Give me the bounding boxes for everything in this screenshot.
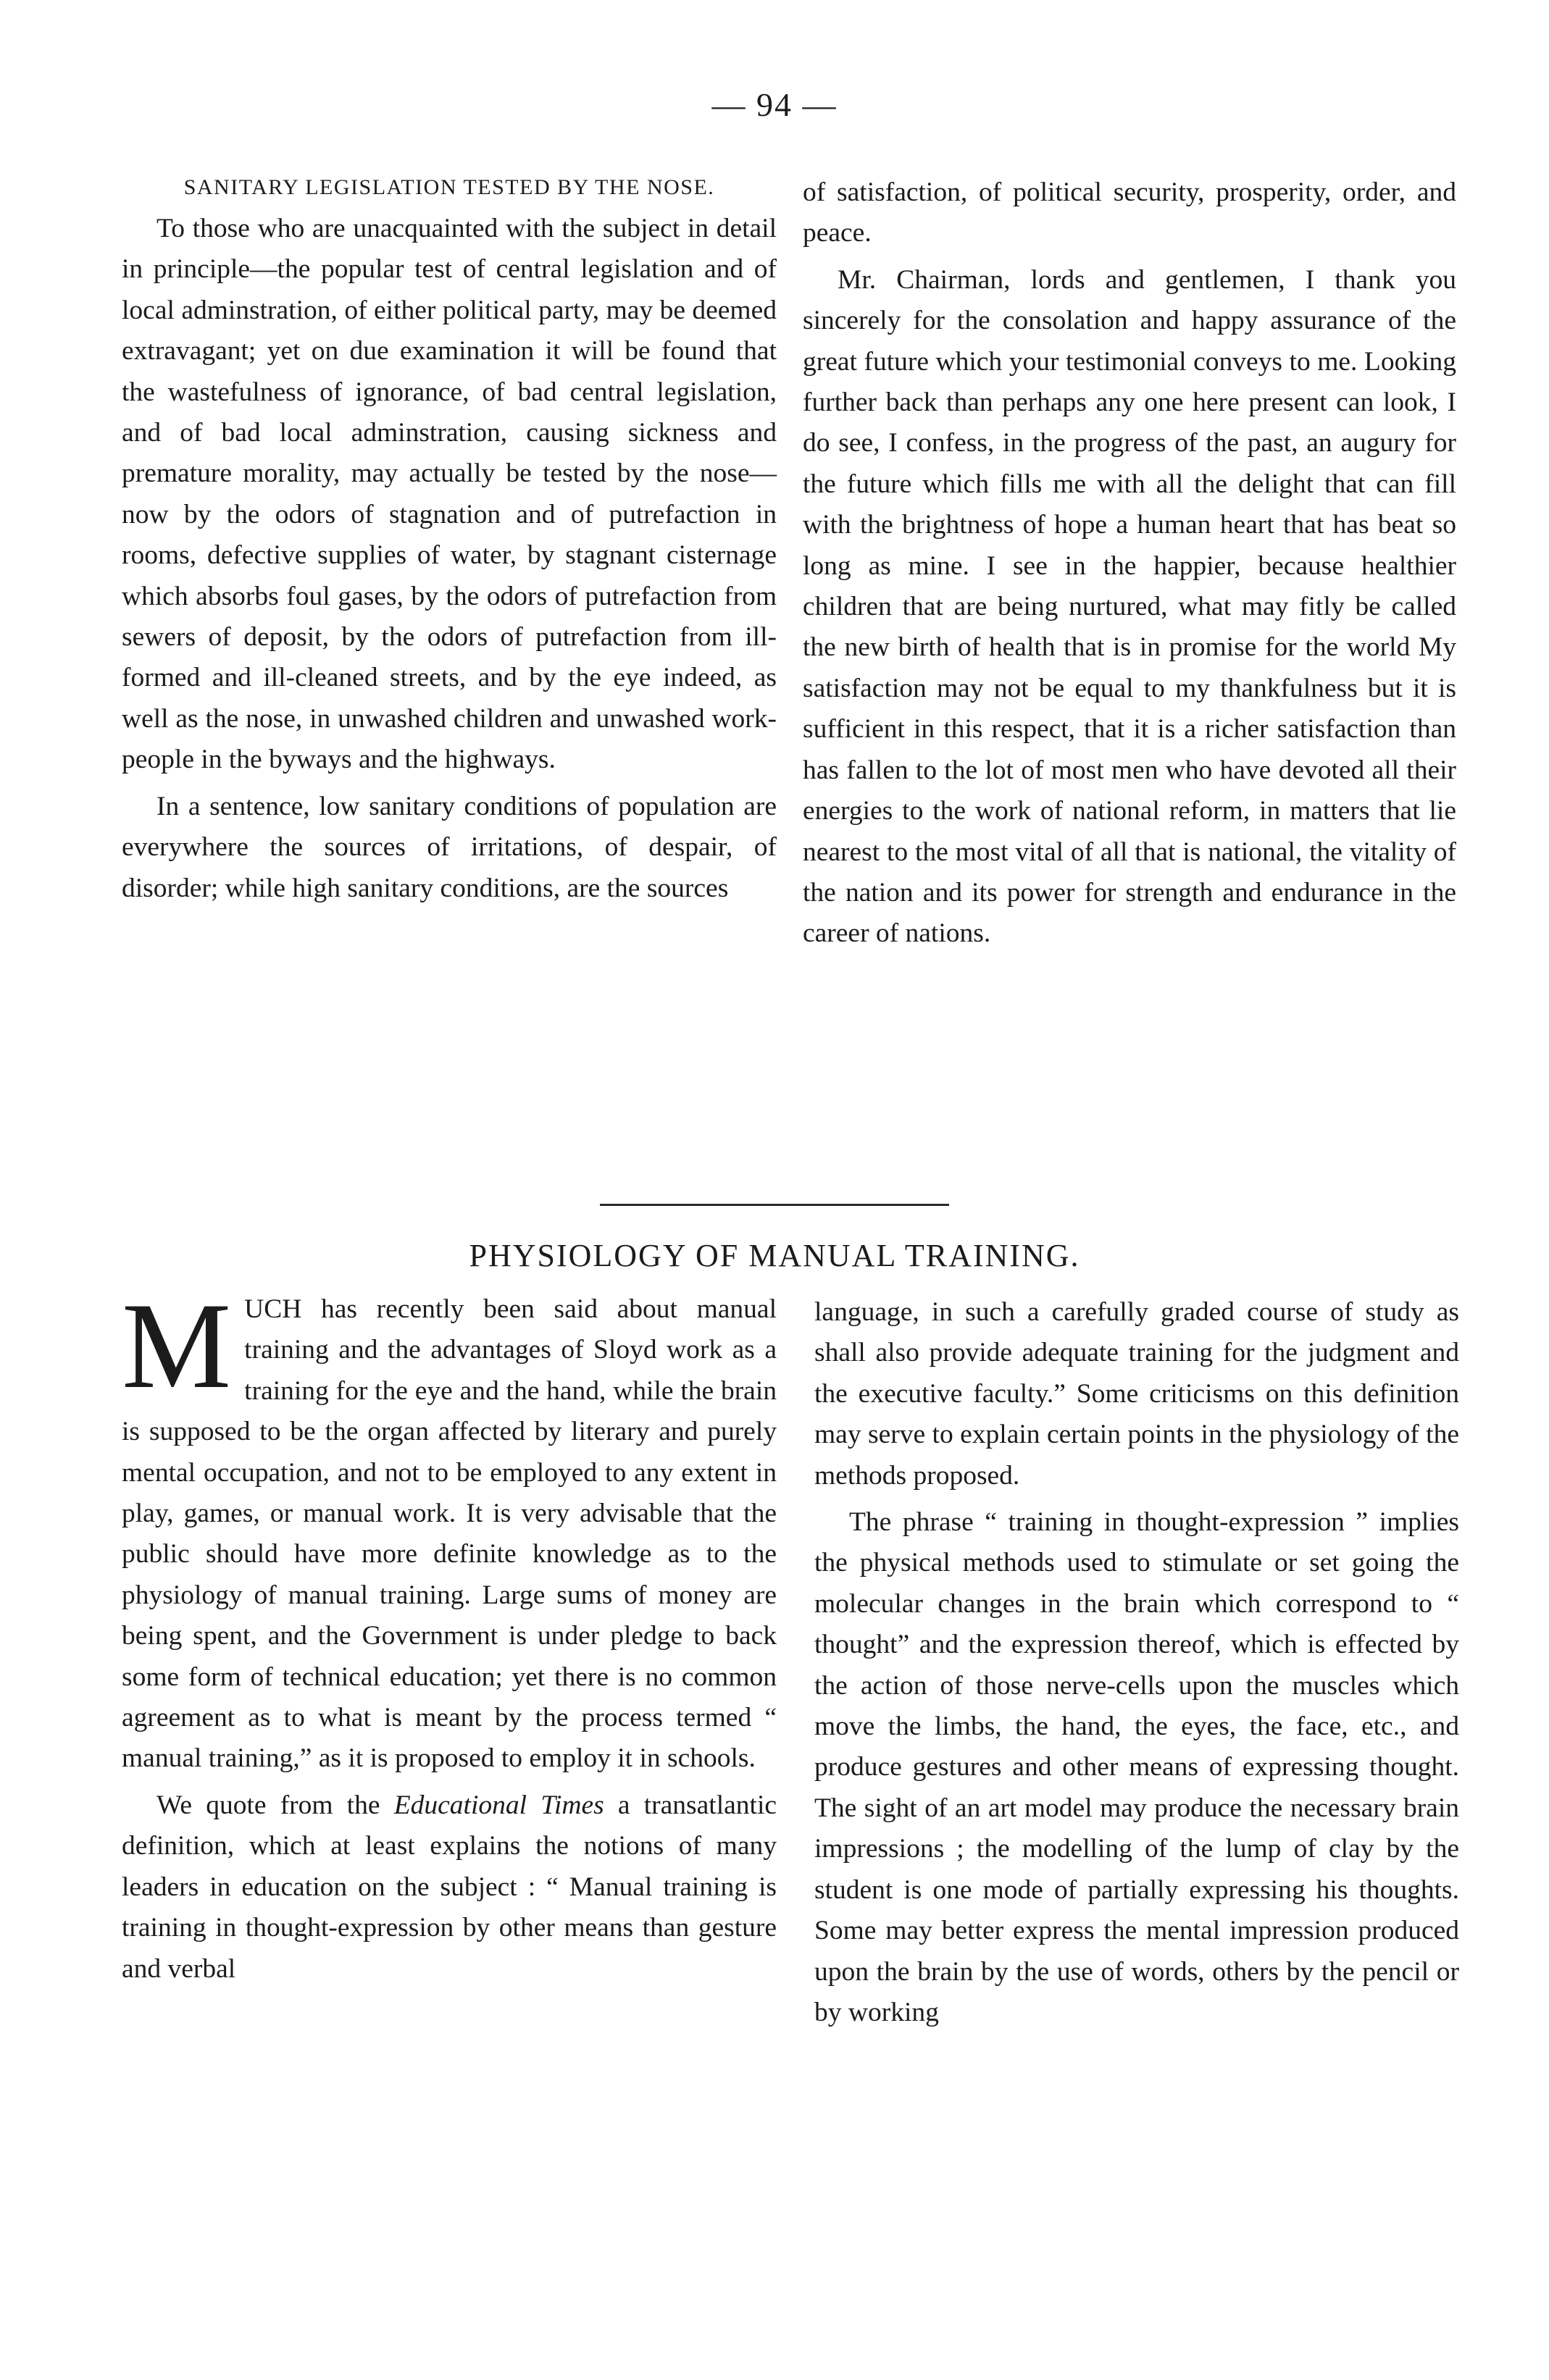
body-paragraph: language, in such a carefully graded course of study as shall also provide adequate training for the judgment and the executive faculty.” Some criticisms on this definition may serve to explain certain points in the physiology of the methods proposed. <box>814 1297 1459 1491</box>
sanitary-legislation-column <box>122 172 777 909</box>
paragraph-text: a transatlantic definition, which at least explains the notions of many leaders in education on the subject : “ Manual training is training in thought-expression by other means than gesture and verbal <box>122 1790 777 1984</box>
article-title: PHYSIOLOGY OF MANUAL TRAINING. <box>469 1238 1080 1273</box>
paragraph-text: UCH has recently been said about manual training and the advantages of Sloyd work as a training for the eye and the hand, while the brain is supposed to be the organ affected by literary and purely mental occupation, and not to be employed to any extent in play, games, or manual work. It is very advisable that the public should have more definite knowledge as to the physiology of manual training. Large sums of money are being spent, and the Government is under pledge to back some form of technical education; yet there is no common agreement as to what is meant by the process termed “ manual training,” as it is proposed to employ it in schools. <box>122 1294 777 1774</box>
body-paragraph: In a sentence, low sanitary conditions of population are everywhere the sources of irritations, of despair, of disorder; while high sanitary conditions, are the sources <box>122 791 777 903</box>
paragraph-text: We quote from the <box>156 1790 394 1820</box>
article-left-column <box>122 1278 777 1990</box>
sanitary-legislation-heading: SANITARY LEGISLATION TESTED BY THE NOSE. <box>183 175 715 199</box>
page-number: — 94 — <box>711 86 838 123</box>
publication-title: Educational Times <box>393 1790 604 1820</box>
speech-continuation-column <box>803 172 1456 955</box>
article-right-column <box>814 1292 1459 2033</box>
drop-cap: M <box>122 1278 232 1414</box>
section-divider <box>600 1204 949 1206</box>
body-paragraph <box>122 1785 777 1990</box>
body-paragraph: To those who are unacquainted with the subject in detail in principle—the popular test of central legislation and of local adminstration, of either political party, may be deemed extravagant; yet on due examination it will be found that the wastefulness of ignorance, of bad central legislation, and of bad local adminstration, causing sickness and premature morality, may actually be tested by the nose—now by the odors of stagnation and of putrefaction in rooms, defective supplies of water, by stagnant cisternage which absorbs foul gases, by the odors of putrefaction from sewers of deposit, by the odors of putrefaction from ill-formed and ill-cleaned streets, and by the eye indeed, as well as the nose, in unwashed children and unwashed work-people in the byways and the highways. <box>122 214 777 775</box>
body-paragraph: of satisfaction, of political security, prosperity, order, and peace. <box>803 177 1456 248</box>
body-paragraph: The phrase “ training in thought-expression ” implies the physical methods used to stimulate or set going the molecular changes in the brain which correspond to “ thought” and the expression thereof, which is effected by the action of those nerve-cells upon the muscles which move the limbs, the hand, the eyes, the face, etc., and produce gestures and other means of expressing thought. The sight of an art model may produce the necessary brain impressions ; the modelling of the lump of clay by the student is one mode of partially expressing his thoughts. Some may better express the mental impression produced upon the brain by the use of words, others by the pencil or by working <box>814 1507 1459 2027</box>
body-paragraph <box>122 1278 777 1780</box>
body-paragraph: Mr. Chairman, lords and gentlemen, I thank you sincerely for the consolation and happy assurance of the great future which your testimonial conveys to me. Looking further back than perhaps any one here present can look, I do see, I confess, in the progress of the past, an augury for the future which fills me with all the delight that can fill with the brightness of hope a human heart that has beat so long as mine. I see in the happier, because healthier children that are being nurtured, what may fitly be called the new birth of health that is in promise for the world My satisfaction may not be equal to my thankfulness but it is sufficient in this respect, that it is a richer satisfaction than has fallen to the lot of most men who have devoted all their energies to the work of national reform, in matters that lie nearest to the most vital of all that is national, the vitality of the nation and its power for strength and endurance in the career of nations. <box>803 264 1456 949</box>
